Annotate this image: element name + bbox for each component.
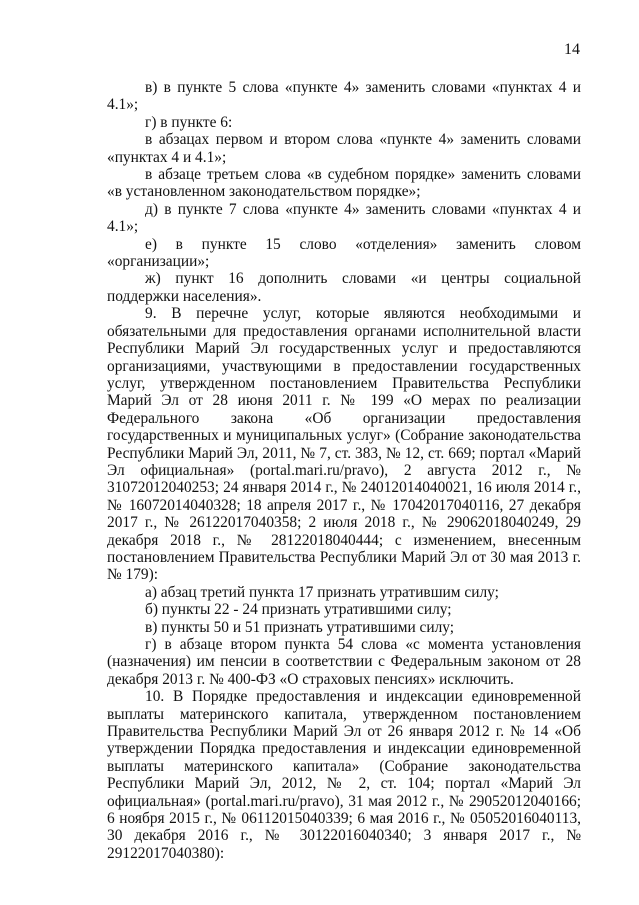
page-number: 14 — [564, 41, 580, 58]
paragraph-item-b: б) пункты 22 - 24 признать утратившими силу; — [145, 601, 452, 619]
paragraph-item-v: в) в пункте 5 слова «пункте 4» заменить словами «пунктах 4 и 4.1»; — [107, 79, 581, 114]
paragraph-section-10: 10. В Порядке предоставления и индексации единовременной выплаты материнского капитала, утвержденном постановлением Правительства Республики Марий Эл от 26 января 2012 г. № 14 «Об утверждении Порядка предоставления и индексации единовременной выплаты материнского капитала» (Собрание законодательства Республики Марий Эл, 2012, № 2, ст. 104; портал «Марий Эл официальная» (portal.mari.ru/pravo), 31 мая 2012 г., № 29052012040166; 6 ноября 2015 г., № 06112015040339; 6 мая 2016 г., № 05052016040113, 30 декабря 2016 г., № 30122016040340; 3 января 2017 г., № 29122017040380): — [107, 688, 581, 862]
paragraph-abzac-third: в абзаце третьем слова «в судебном порядке» заменить словами «в установленном законодательством порядке»; — [107, 166, 581, 201]
paragraph-item-zh: ж) пункт 16 дополнить словами «и центры социальной поддержки населения». — [107, 270, 581, 305]
paragraph-item-e: е) в пункте 15 слово «отделения» заменить словом «организации»; — [107, 235, 581, 271]
paragraph-item-g2: г) в абзаце втором пункта 54 слова «с момента установления (назначения) им пенсии в соответствии с Федеральным законом от 28 декабря 2013 г. № 400-ФЗ «О страховых пенсиях» исключить. — [107, 636, 581, 688]
paragraph-item-v2: в) пункты 50 и 51 признать утратившими силу; — [145, 618, 455, 636]
paragraph-item-g: г) в пункте 6: — [145, 113, 233, 131]
paragraph-section-9: 9. В перечне услуг, которые являются необходимыми и обязательными для предоставления органами исполнительной власти Республики Марий Эл государственных услуг и предоставляются организациями, участвующими в предоставлении государственных услуг, утвержденном постановлением Правительства Республики Марий Эл от 28 июня 2011 г. № 199 «О мерах по реализации Федерального закона «Об организации предоставления государственных и муниципальных услуг» (Собрание законодательства Республики Марий Эл, 2011, № 7, ст. 383, № 12, ст. 669; портал «Марий Эл официальная» (portal.mari.ru/pravo), 2 августа 2012 г., № 31072012040253; 24 января 2014 г., № 24012014040021, 16 июля 2014 г., № 16072014040328; 18 апреля 2017 г., № 17042017040116, 27 декабря 2017 г., № 26122017040358; 2 июля 2018 г., № 29062018040249, 29 декабря 2018 г., № 28122018040444; с изменением, внесенным постановлением Правительства Республики Марий Эл от 30 мая 2013 г. № 179): — [107, 305, 581, 584]
paragraph-item-a: а) абзац третий пункта 17 признать утратившим силу; — [145, 583, 499, 601]
document-body — [107, 79, 581, 862]
paragraph-abzac-first-second: в абзацах первом и втором слова «пункте 4» заменить словами «пунктах 4 и 4.1»; — [107, 131, 581, 166]
paragraph-item-d: д) в пункте 7 слова «пункте 4» заменить словами «пунктах 4 и 4.1»; — [107, 200, 581, 236]
